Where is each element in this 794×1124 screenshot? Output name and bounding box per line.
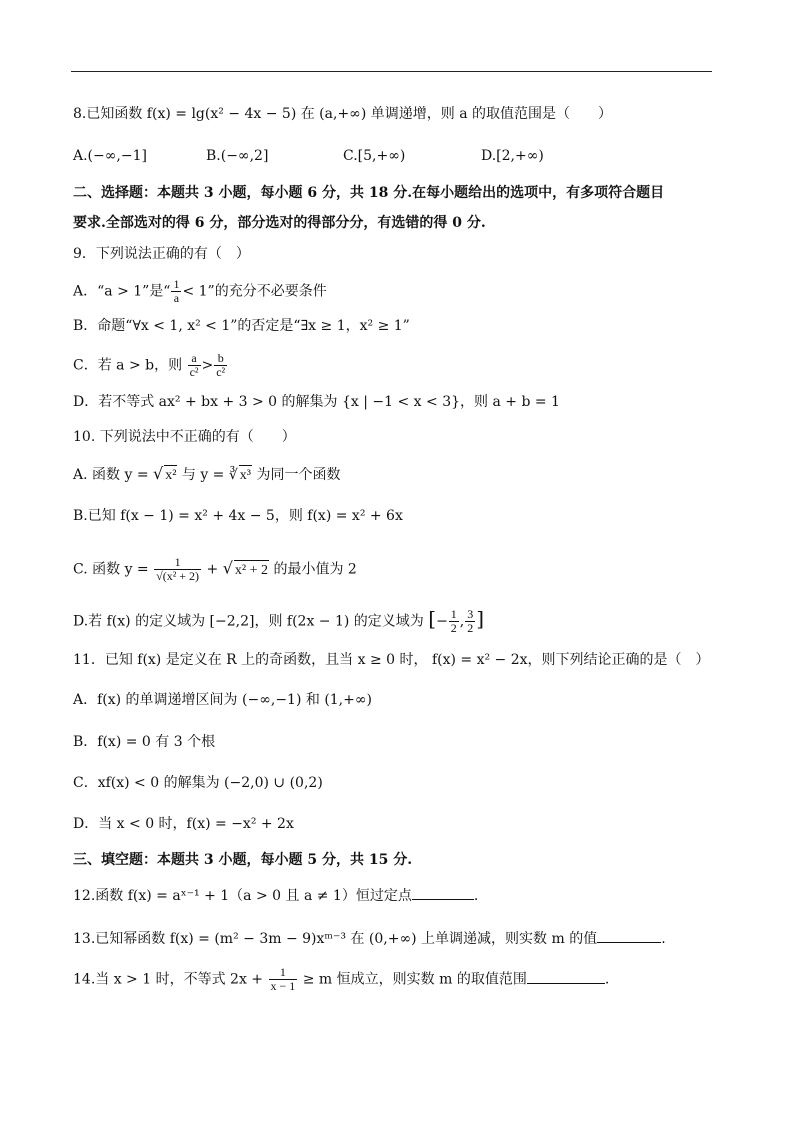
fraction: [171, 278, 181, 305]
q9-a-text: A．“a > 1”是“: [73, 283, 171, 300]
q9-option-a: [73, 278, 327, 305]
denominator: 2: [467, 621, 474, 635]
greater-than: >: [201, 357, 214, 374]
q11-option-c: C．xf(x) < 0 的解集为 (−2,0) ∪ (0,2): [73, 775, 323, 791]
q13-end: .: [661, 931, 666, 947]
q11-option-d: D．当 x < 0 时，f(x) = −x² + 2x: [73, 816, 294, 832]
left-bracket: [: [428, 606, 437, 631]
numerator: 3: [467, 607, 474, 621]
answer-blank[interactable]: [412, 885, 474, 900]
radicand: x²: [164, 465, 177, 486]
q8-option-c: C.[5,+∞): [343, 148, 406, 164]
q14: [73, 966, 609, 993]
q10-option-c: [73, 556, 357, 583]
fraction: [154, 556, 201, 583]
header-rule: [71, 71, 712, 72]
radicand: x³: [239, 465, 252, 486]
radical-sign: √: [153, 464, 164, 483]
q9-stem: 9．下列说法正确的有（ ）: [73, 246, 250, 262]
q14-text-end: ≥ m 恒成立，则实数 m 的取值范围: [302, 971, 527, 988]
q8-options: [73, 146, 633, 166]
q11-option-a: A．f(x) 的单调递增区间为 (−∞,−1) 和 (1,+∞): [73, 692, 372, 708]
right-bracket: ]: [476, 606, 485, 631]
denominator: c²: [189, 365, 199, 379]
section2-heading-line2: 要求.全部选对的得 6 分，部分选对的得部分分，有选错的得 0 分.: [73, 215, 486, 231]
q8-option-b: B.(−∞,2]: [206, 148, 269, 164]
q11-option-b: B．f(x) = 0 有 3 个根: [73, 734, 216, 750]
q10-a-text: A. 函数 y =: [73, 467, 149, 483]
q10-option-d: D.若 f(x) 的定义域为 [−2,2]，则 f(2x − 1) 的定义域为 [− $\frac{1}{2}$ , $\frac{3}{2}$ ]: [73, 606, 485, 635]
q9-option-b: B．命题“∀x < 1, x² < 1”的否定是“∃x ≥ 1，x² ≥ 1”: [73, 318, 410, 334]
section2-heading-line1: 二、选择题：本题共 3 小题，每小题 6 分，共 18 分.在每小题给出的选项中，有多项符合题目: [73, 185, 665, 201]
q14-text: 14.当 x > 1 时，不等式 2x +: [73, 971, 264, 988]
fraction: [188, 352, 201, 379]
q10-option-b: B.已知 f(x − 1) = x² + 4x − 5，则 f(x) = x² + 6x: [73, 508, 403, 524]
q10-d-text: D.若 f(x) 的定义域为 [−2,2]，则 f(2x − 1) 的定义域为: [73, 613, 424, 630]
denominator: c²: [216, 365, 226, 379]
numerator: 1: [269, 966, 298, 980]
q9-option-c: [73, 352, 228, 379]
q8-option-a: A.(−∞,−1]: [73, 148, 147, 164]
q10-stem: 10. 下列说法中不正确的有（ ）: [73, 429, 296, 445]
q10-c-text: C. 函数 y =: [73, 561, 149, 578]
q8-option-d: D.[2,+∞): [481, 148, 544, 164]
q10-c-text-end: 的最小值为 2: [273, 561, 357, 578]
fraction: [269, 966, 298, 993]
denominator: a: [173, 291, 180, 305]
fraction: [465, 608, 475, 635]
q12-text: 12.函数 f(x) = aˣ⁻¹ + 1（a > 0 且 a ≠ 1）恒过定点: [73, 888, 412, 904]
section3-heading: 三、填空题：本题共 3 小题，每小题 5 分，共 15 分.: [73, 852, 413, 868]
fraction: [214, 352, 227, 379]
denominator: x − 1: [270, 979, 296, 993]
q10-a-mid: 与 y = ∛: [181, 467, 238, 483]
q11-stem: 11．已知 f(x) 是定义在 R 上的奇函数，且当 x ≥ 0 时， f(x) = x² − 2x，则下列结论正确的是（ ）: [73, 652, 710, 668]
answer-blank[interactable]: [597, 928, 661, 943]
numerator: a: [188, 352, 201, 366]
q9-a-text-end: < 1”的充分不必要条件: [182, 283, 327, 300]
q10-a-text-end: 为同一个函数: [256, 467, 341, 483]
q14-end: .: [604, 971, 610, 988]
plus-sign: +: [206, 561, 219, 578]
q10-option-a: [73, 464, 340, 486]
denominator: √(x² + 2): [156, 569, 200, 583]
radical-sign: √: [222, 558, 233, 578]
radicand: x² + 2: [234, 560, 269, 581]
q13: [73, 928, 666, 949]
numerator: 1: [173, 277, 180, 291]
q9-c-text: C．若 a > b，则: [73, 357, 183, 374]
numerator: 1: [154, 556, 201, 570]
numerator: b: [214, 352, 227, 366]
q9-option-d: D．若不等式 ax² + bx + 3 > 0 的解集为 {x | −1 < x < 3}，则 a + b = 1: [73, 394, 560, 410]
q12-end: .: [473, 888, 479, 904]
numerator: 1: [450, 607, 457, 621]
answer-blank[interactable]: [527, 969, 605, 984]
q8-stem: 8.已知函数 f(x) = lg(x² − 4x − 5) 在 (a,+∞) 单调递增，则 a 的取值范围是（ ）: [73, 106, 612, 122]
fraction: [449, 608, 459, 635]
q12: [73, 885, 478, 906]
denominator: 2: [450, 621, 457, 635]
q13-text: 13.已知幂函数 f(x) = (m² − 3m − 9)xᵐ⁻³ 在 (0,+∞) 上单调递减，则实数 m 的值: [73, 931, 598, 947]
